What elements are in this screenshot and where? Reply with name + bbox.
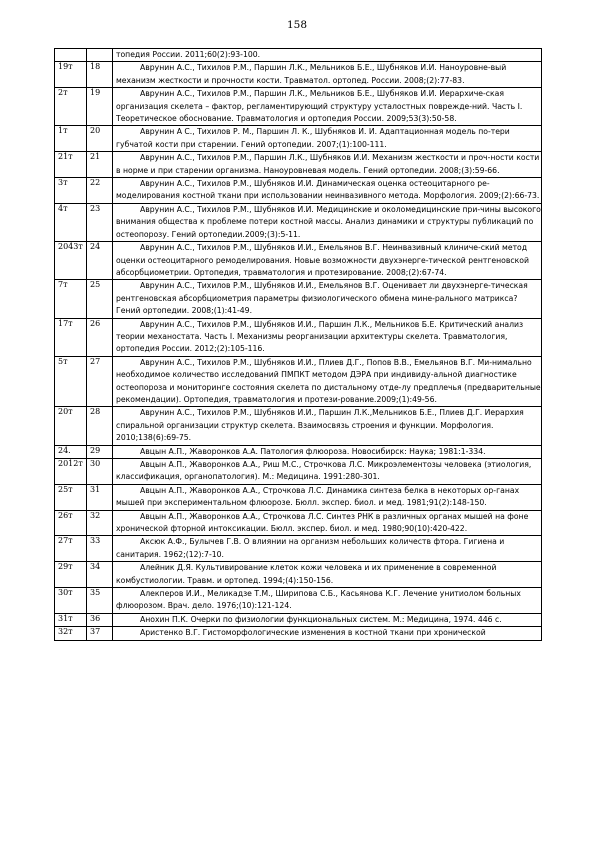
reference-text: Авцын А.П., Жаворонков А.А. Патология флюороза. Новосибирск: Наука; 1981:1-334. — [113, 445, 542, 458]
index-cell: 4т — [55, 203, 87, 241]
reference-text: Аврунин А.С., Тихилов Р.М., Шубняков И.И. Медицинские и околомедицинские при-чины высокого внимания общества к проблеме потери костной массы. Анализ динамики и структуры публикаций по остеопорозу. Гений ортопедии.2009;(3):5-11. — [113, 203, 542, 241]
index-cell: 25т — [55, 484, 87, 510]
number-cell: 32 — [87, 510, 113, 536]
index-cell: 21т — [55, 152, 87, 178]
number-cell: 22 — [87, 178, 113, 204]
table-row — [55, 178, 542, 204]
number-cell: 18 — [87, 62, 113, 88]
number-cell: 34 — [87, 562, 113, 588]
reference-text: топедия России. 2011;60(2):93-100. — [113, 49, 542, 62]
table-row — [55, 62, 542, 88]
reference-text: Аксюк А.Ф., Булычев Г.В. О влиянии на организм небольших количеств фтора. Гигиена и санитария. 1962;(12):7-10. — [113, 536, 542, 562]
number-cell: 27 — [87, 356, 113, 407]
reference-text: Авцын А.П., Жаворонков А.А., Строчкова Л.С. Синтез РНК в различных органах мышей на фоне хронической фторной интоксикации. Бюлл. экспер. биол. и мед. 1980;90(10):420-422. — [113, 510, 542, 536]
index-cell: 7т — [55, 280, 87, 318]
index-cell: 3т — [55, 178, 87, 204]
number-cell: 21 — [87, 152, 113, 178]
reference-text: Аврунин А.С., Тихилов Р.М., Шубняков И.И., Емельянов В.Г. Оценивает ли двухэнерге-тическая рентгеновская абсорбциометрия параметры физиологического обмена мине-рального матрикса? Гений ортопедии. 2008;(1):41-49. — [113, 280, 542, 318]
number-cell — [87, 49, 113, 62]
number-cell: 31 — [87, 484, 113, 510]
table-row — [55, 126, 542, 152]
table-row — [55, 49, 542, 62]
reference-text: Аристенко В.Г. Гистоморфологические изменения в костной ткани при хронической — [113, 627, 542, 640]
table-row — [55, 242, 542, 280]
references-table — [54, 48, 542, 641]
index-cell: 2012т — [55, 459, 87, 485]
number-cell: 19 — [87, 88, 113, 126]
index-cell: 19т — [55, 62, 87, 88]
table-row — [55, 562, 542, 588]
index-cell: 26т — [55, 510, 87, 536]
table-row — [55, 627, 542, 640]
number-cell: 35 — [87, 588, 113, 614]
index-cell: 24. — [55, 445, 87, 458]
number-cell: 20 — [87, 126, 113, 152]
number-cell: 33 — [87, 536, 113, 562]
reference-text: Алекперов И.И., Меликадзе Т.М., Ширипова С.Б., Касьянова К.Г. Лечение унитиолом больных флюорозом. Врач. дело. 1976;(10):121-124. — [113, 588, 542, 614]
reference-text: Авцын А.П., Жаворонков А.А., Строчкова Л.С. Динамика синтеза белка в некоторых ор-ганах мышей при экспериментальном флюорозе. Бюлл. экспер. биол. и мед. 1981;91(2):148-150. — [113, 484, 542, 510]
reference-text: Аврунин А С., Тихилов Р. М., Паршин Л. К., Шубняков И. И. Адаптационная модель по-тери губчатой кости при старении. Гений ортопедии. 2007;(1):100-111. — [113, 126, 542, 152]
index-cell: 5т — [55, 356, 87, 407]
index-cell: 17т — [55, 318, 87, 356]
references-table-body — [55, 49, 542, 641]
table-row — [55, 318, 542, 356]
table-row — [55, 280, 542, 318]
number-cell: 36 — [87, 613, 113, 626]
table-row — [55, 536, 542, 562]
number-cell: 28 — [87, 407, 113, 445]
table-row — [55, 484, 542, 510]
number-cell: 30 — [87, 459, 113, 485]
table-row — [55, 407, 542, 445]
index-cell: 29т — [55, 562, 87, 588]
table-row — [55, 613, 542, 626]
reference-text: Анохин П.К. Очерки по физиологии функциональных систем. М.: Медицина, 1974. 446 с. — [113, 613, 542, 626]
table-row — [55, 588, 542, 614]
reference-text: Авцын А.П., Жаворонков А.А., Риш М.С., Строчкова Л.С. Микроэлементозы человека (этиология, классификация, органопатология). М.: Медицина. 1991:280-301. — [113, 459, 542, 485]
index-cell: 2043т — [55, 242, 87, 280]
index-cell: 32т — [55, 627, 87, 640]
index-cell: 1т — [55, 126, 87, 152]
reference-text: Аврунин А.С., Тихилов Р.М., Паршин Л.К., Шубняков И.И. Механизм жесткости и проч-ности кости в норме и при старении организма. Наноуровневая модель. Гений ортопедии. 2008;(3):59-66. — [113, 152, 542, 178]
index-cell: 27т — [55, 536, 87, 562]
index-cell: 30т — [55, 588, 87, 614]
reference-text: Алейник Д.Я. Культивирование клеток кожи человека и их применение в современной комбустиологии. Травм. и ортопед. 1994;(4):150-156. — [113, 562, 542, 588]
table-row — [55, 203, 542, 241]
index-cell — [55, 49, 87, 62]
index-cell: 31т — [55, 613, 87, 626]
number-cell: 23 — [87, 203, 113, 241]
number-cell: 37 — [87, 627, 113, 640]
number-cell: 25 — [87, 280, 113, 318]
reference-text: Аврунин А.С., Тихилов Р.М., Шубняков И.И., Емельянов В.Г. Неинвазивный клиниче-ский метод оценки остеоцитарного ремоделирования. Новые возможности двухэнерге-тической рентгеновской абсорбциометрии. Ортопедия, травматология и протезирование. 2008;(2):67-74. — [113, 242, 542, 280]
reference-text: Аврунин А.С., Тихилов Р.М., Паршин Л.К., Мельников Б.Е., Шубняков И.И. Наноуровне-вый механизм жесткости и прочности кости. Травматол. ортопед. России. 2008;(2):77-83. — [113, 62, 542, 88]
reference-text: Аврунин А.С., Тихилов Р.М., Шубняков И.И., Паршин Л.К., Мельников Б.Е. Критический анализ теории механостата. Часть I. Механизмы реорганизации архитектуры скелета. Травматология, ортопедия России. 2012;(2):105-116. — [113, 318, 542, 356]
reference-text: Аврунин А.С., Тихилов Р.М., Паршин Л.К., Мельников Б.Е., Шубняков И.И. Иерархиче-ская организация скелета – фактор, регламентирующий структуру усталостных поврежде-ний. Часть I. Теоретическое обоснование. Травматология и ортопедия России. 2009;53(3):50-58. — [113, 88, 542, 126]
reference-text: Аврунин А.С., Тихилов Р.М., Шубняков И.И., Плиев Д.Г., Попов В.В., Емельянов В.Г. Ми-нимально необходимое количество исследований ПМПКТ методом ДЭРА при индивиду-альной диагностике остеопороза и мониторинге состояния скелета по дистальному отде-лу предплечья (предварительные рекомендации). Ортопедия, травматология и протези-рование.2009;(1):49-56. — [113, 356, 542, 407]
index-cell: 20т — [55, 407, 87, 445]
reference-text: Аврунин А.С., Тихилов Р.М., Шубняков И.И. Динамическая оценка остеоцитарного ре-моделирования костной ткани при использовании неинвазивного метода. Морфология. 2009;(2):66-73. — [113, 178, 542, 204]
number-cell: 24 — [87, 242, 113, 280]
number-cell: 26 — [87, 318, 113, 356]
table-row — [55, 356, 542, 407]
reference-text: Аврунин А.С., Тихилов Р.М., Шубняков И.И., Паршин Л.К.,Мельников Б.Е., Плиев Д.Г. Иерархия спиральной организации структур скелета. Взаимосвязь строения и функции. Морфология. 2010;138(6):69-75. — [113, 407, 542, 445]
index-cell: 2т — [55, 88, 87, 126]
table-row — [55, 459, 542, 485]
table-row — [55, 152, 542, 178]
page-number: 158 — [286, 19, 308, 31]
table-row — [55, 88, 542, 126]
number-cell: 29 — [87, 445, 113, 458]
table-row — [55, 510, 542, 536]
table-row — [55, 445, 542, 458]
